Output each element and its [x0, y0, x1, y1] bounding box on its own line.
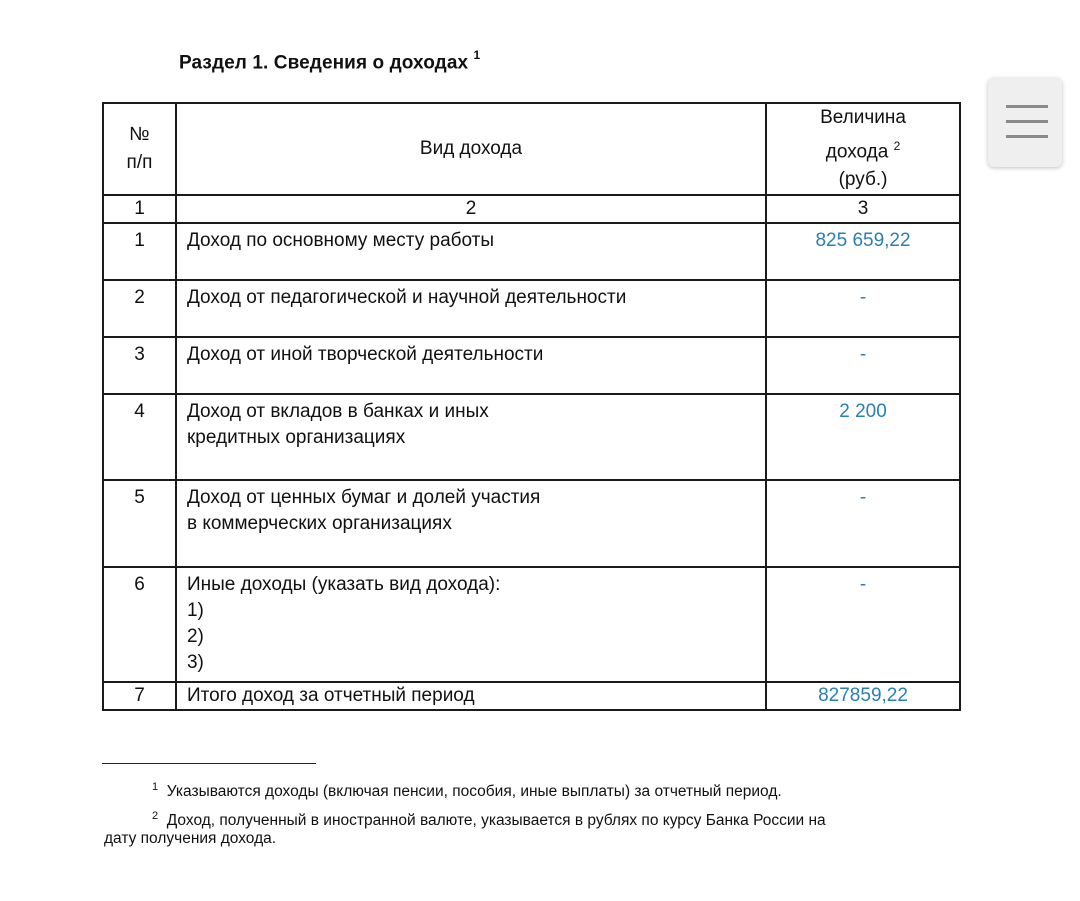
- row-value: 2 200: [766, 394, 960, 480]
- row-label-line: 3): [186, 652, 204, 674]
- footnote-mark: 2: [152, 810, 159, 822]
- row-label-line: Доход от иной творческой деятельности: [186, 344, 544, 366]
- row-label-line: Доход от ценных бумаг и долей участия: [186, 487, 541, 509]
- header-number: [103, 103, 176, 195]
- column-number: 2: [176, 195, 766, 223]
- row-number: 1: [103, 223, 176, 280]
- row-number: 3: [103, 337, 176, 394]
- table-row-total: [103, 682, 960, 710]
- header-text: Величина: [820, 107, 906, 128]
- section-title-text: Раздел 1. Сведения о доходах: [179, 52, 469, 74]
- income-table: [102, 102, 961, 711]
- row-label-line: Доход по основному месту работы: [186, 230, 495, 252]
- header-text: №: [129, 124, 150, 146]
- row-number: 2: [103, 280, 176, 337]
- row-value: 827859,22: [766, 682, 960, 710]
- row-value: -: [766, 280, 960, 337]
- footnote-text: Доход, полученный в иностранной валюте, указывается в рублях по курсу Банка России на: [166, 812, 826, 830]
- row-number: 4: [103, 394, 176, 480]
- row-label-line: Доход от педагогической и научной деятельности: [186, 287, 627, 309]
- header-income-type: [176, 103, 766, 195]
- row-value: -: [766, 567, 960, 682]
- header-text: [767, 132, 959, 166]
- column-number-row: [103, 195, 960, 223]
- row-label: [176, 682, 766, 710]
- row-label-line: 2): [186, 626, 204, 648]
- row-number: 5: [103, 480, 176, 567]
- row-label-line: кредитных организациях: [186, 427, 406, 449]
- row-label: [176, 337, 766, 394]
- table-row: [103, 480, 960, 567]
- row-number: 7: [103, 682, 176, 710]
- header-income-amount: [766, 103, 960, 195]
- row-value: -: [766, 480, 960, 567]
- row-label-line: 1): [186, 600, 204, 622]
- row-label-line: Итого доход за отчетный период: [186, 685, 475, 707]
- header-text: п/п: [126, 152, 153, 174]
- row-value: -: [766, 337, 960, 394]
- row-value: 825 659,22: [766, 223, 960, 280]
- footnote-divider: [102, 763, 316, 764]
- row-label-line: в коммерческих организациях: [186, 513, 452, 535]
- column-number: 1: [103, 195, 176, 223]
- footnote-mark: 1: [152, 781, 159, 793]
- row-label: [176, 567, 766, 682]
- table-row: [103, 567, 960, 682]
- row-label: [176, 480, 766, 567]
- hamburger-icon-line: [1006, 120, 1048, 123]
- menu-button[interactable]: [988, 78, 1062, 167]
- footnote-text: Указываются доходы (включая пенсии, пособия, иные выплаты) за отчетный период.: [166, 783, 782, 801]
- footnote-2-continued: [104, 828, 276, 850]
- table-row: [103, 394, 960, 480]
- row-label: [176, 280, 766, 337]
- header-text: Вид дохода: [419, 138, 523, 160]
- table-header-row: [103, 103, 960, 195]
- table-row: [103, 280, 960, 337]
- header-text: (руб.): [838, 169, 888, 191]
- row-label-line: Доход от вкладов в банках и иных: [186, 401, 489, 423]
- footnote-mark: 1: [473, 48, 481, 62]
- hamburger-icon-line: [1006, 135, 1048, 138]
- section-title: [179, 50, 480, 74]
- row-number: 6: [103, 567, 176, 682]
- footnote-mark: 2: [893, 139, 901, 153]
- table-row: [103, 223, 960, 280]
- footnote-text: дату получения дохода.: [104, 830, 277, 847]
- row-label: [176, 223, 766, 280]
- column-number: 3: [766, 195, 960, 223]
- header-text: дохода: [825, 141, 889, 163]
- table-row: [103, 337, 960, 394]
- footnote-1: [152, 776, 782, 803]
- row-label-line: Иные доходы (указать вид дохода):: [186, 574, 501, 596]
- row-label: [176, 394, 766, 480]
- hamburger-icon-line: [1006, 105, 1048, 108]
